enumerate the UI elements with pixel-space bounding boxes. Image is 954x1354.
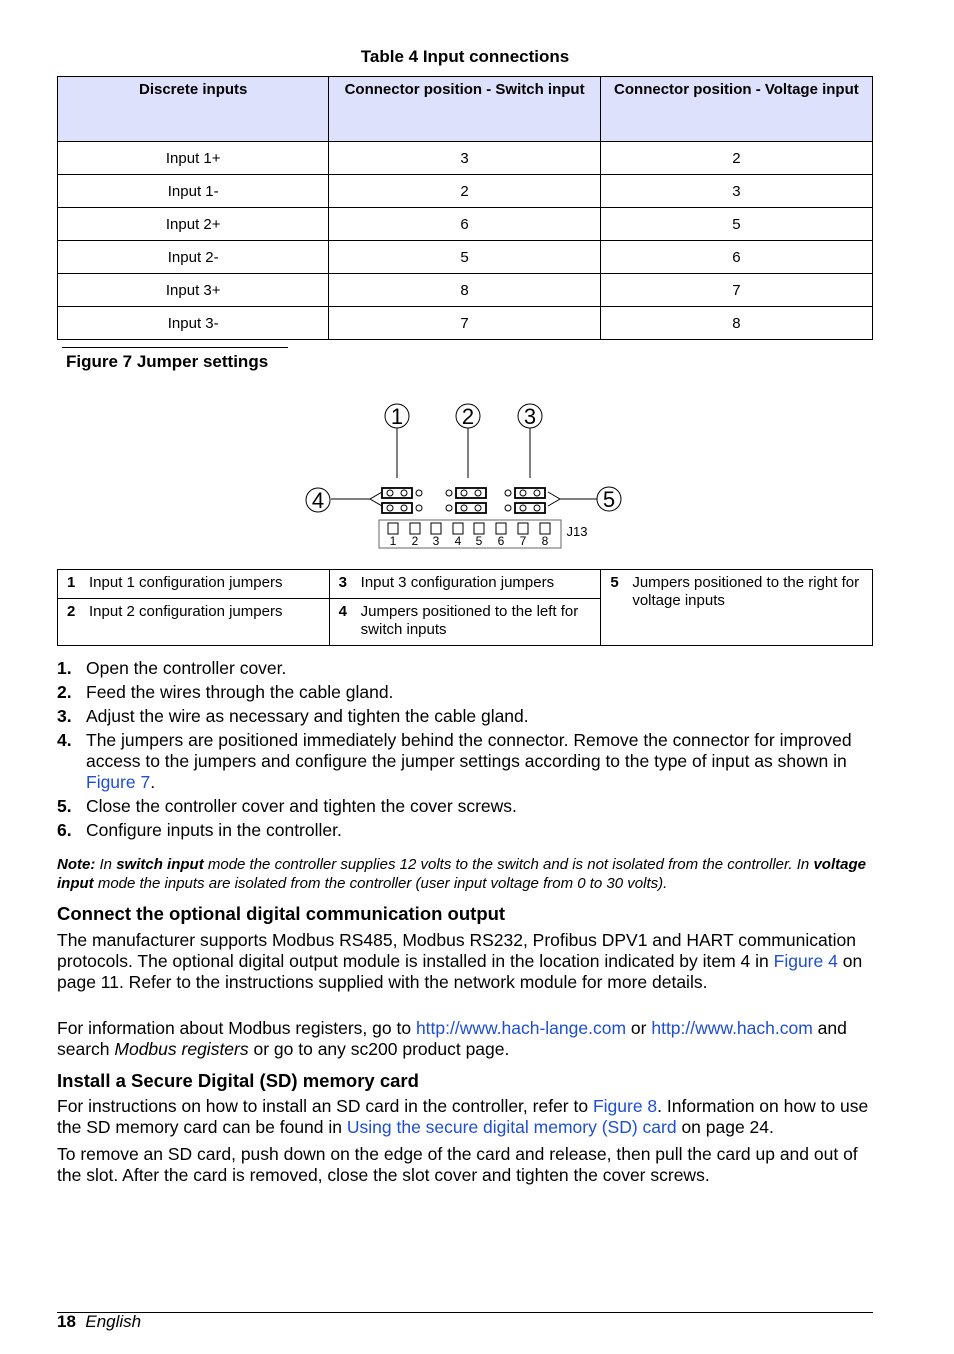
legend-cell — [329, 599, 601, 646]
step-text: The jumpers are positioned immediately behind the connector. Remove the connector for improved access to the jumpers and configure the jumper settings according to the type of input as shown in Figure 7. — [86, 730, 852, 792]
figure-7-link[interactable]: Figure 7 — [86, 772, 151, 792]
step-text: Configure inputs in the controller. — [86, 820, 342, 840]
header-voltage-input: Connector position - Voltage input — [600, 77, 872, 142]
cell-voltage: 6 — [600, 241, 872, 274]
figure-8-link[interactable]: Figure 8 — [592, 1096, 658, 1116]
cell-switch: 2 — [329, 175, 600, 208]
legend-num: 2 — [67, 603, 76, 620]
sd-paragraph-2: To remove an SD card, push down on the edge of the card and release, then pull the card up and out of the slot. After the card is removed, close the slot cover and tighten the cover screws. — [57, 1144, 858, 1185]
step-number: 2. — [57, 682, 72, 702]
cell-input: Input 2+ — [58, 208, 329, 241]
step-text: Feed the wires through the cable gland. — [86, 682, 394, 702]
pin-number: 6 — [497, 534, 505, 548]
callout-3: 3 — [523, 404, 537, 429]
cell-input: Input 3- — [58, 307, 329, 340]
hach-lange-link[interactable]: http://www.hach-lange.com — [415, 1018, 627, 1038]
legend-cell — [58, 599, 330, 646]
legend-text: Jumpers positioned to the right for voltage inputs — [632, 574, 860, 609]
cell-voltage: 5 — [600, 208, 872, 241]
list-item — [57, 796, 873, 817]
step-text: Close the controller cover and tighten the cover screws. — [86, 796, 517, 816]
table-row — [58, 175, 873, 208]
cell-switch: 8 — [329, 274, 600, 307]
comm-paragraph-2: For information about Modbus registers, go to http://www.hach-lange.com or http://www.hach.com and search Modbus registers or go to any sc200 product page. — [57, 1018, 847, 1059]
list-item — [57, 706, 873, 727]
legend-num: 5 — [610, 574, 619, 591]
heading-comm-output: Connect the optional digital communication output — [57, 903, 506, 924]
pin-number: 1 — [389, 534, 397, 548]
heading-sd-card: Install a Secure Digital (SD) memory card — [57, 1070, 419, 1091]
table-row — [58, 241, 873, 274]
callout-2: 2 — [461, 404, 475, 429]
connector-j13 — [379, 520, 561, 548]
comm-paragraph-1: The manufacturer supports Modbus RS485, Modbus RS232, Profibus DPV1 and HART communication protocols. The optional digital output module is installed in the location indicated by item 4 in Figure 4 on page 11. Refer to the instructions supplied with the network module for more details. — [57, 930, 863, 992]
figure-legend — [57, 569, 873, 646]
cell-input: Input 2- — [58, 241, 329, 274]
hach-link[interactable]: http://www.hach.com — [651, 1018, 813, 1038]
header-discrete-inputs: Discrete inputs — [58, 77, 329, 142]
step-number: 5. — [57, 796, 72, 816]
step-text: Adjust the wire as necessary and tighten the cable gland. — [86, 706, 529, 726]
cell-switch: 6 — [329, 208, 600, 241]
procedure-steps — [57, 658, 873, 844]
page-footer — [57, 1312, 141, 1332]
figure-title: Figure 7 Jumper settings — [66, 352, 269, 371]
cell-voltage: 8 — [600, 307, 872, 340]
list-item — [57, 730, 873, 793]
legend-num: 3 — [338, 574, 347, 591]
callout-4: 4 — [311, 488, 325, 513]
step-number: 1. — [57, 658, 72, 678]
legend-text: Input 1 configuration jumpers — [89, 574, 283, 591]
cell-voltage: 3 — [600, 175, 872, 208]
pin-number: 2 — [411, 534, 419, 548]
input-connections-table — [57, 76, 873, 340]
note: Note: In switch input mode the controller supplies 12 volts to the switch and is not isolated from the controller. In voltage input mode the inputs are isolated from the controller (user input voltage from 0 to 30 volts). — [57, 856, 866, 892]
sd-card-section-link[interactable]: Using the secure digital memory (SD) card — [346, 1117, 677, 1137]
cell-switch: 3 — [329, 142, 600, 175]
jumper-diagram — [300, 398, 630, 554]
legend-num: 4 — [338, 603, 347, 620]
table-row — [58, 274, 873, 307]
pin-number: 8 — [541, 534, 549, 548]
table-row — [58, 307, 873, 340]
list-item — [57, 658, 873, 679]
legend-text: Input 3 configuration jumpers — [360, 574, 555, 591]
legend-cell — [601, 570, 873, 646]
cell-voltage: 7 — [600, 274, 872, 307]
legend-cell — [329, 570, 601, 599]
step-number: 3. — [57, 706, 72, 726]
pin-number: 7 — [519, 534, 527, 548]
connector-label: J13 — [566, 524, 588, 539]
page-number: 18 — [57, 1312, 76, 1331]
cell-switch: 7 — [329, 307, 600, 340]
table-row — [58, 208, 873, 241]
sd-paragraph-1: For instructions on how to install an SD card in the controller, refer to Figure 8. Information on how to use the SD memory card can be found in Using the secure digital memory (SD) card on page 24. — [57, 1096, 869, 1137]
step-number: 6. — [57, 820, 72, 840]
header-switch-input: Connector position - Switch input — [329, 77, 600, 142]
callout-1: 1 — [390, 404, 404, 429]
legend-text: Input 2 configuration jumpers — [89, 603, 283, 620]
legend-text: Jumpers positioned to the left for switch inputs — [360, 603, 579, 638]
table-row — [58, 142, 873, 175]
cell-input: Input 3+ — [58, 274, 329, 307]
table-caption: Table 4 Input connections — [360, 47, 570, 66]
list-item — [57, 820, 873, 841]
table-header-row — [58, 77, 873, 142]
list-item — [57, 682, 873, 703]
step-number: 4. — [57, 730, 72, 750]
cell-input: Input 1- — [58, 175, 329, 208]
legend-cell — [58, 570, 330, 599]
cell-voltage: 2 — [600, 142, 872, 175]
legend-num: 1 — [67, 574, 76, 591]
footer-rule — [57, 1312, 873, 1313]
figure-4-link[interactable]: Figure 4 — [773, 951, 838, 971]
figure-title-rule — [62, 347, 288, 348]
pin-number: 3 — [432, 534, 440, 548]
cell-switch: 5 — [329, 241, 600, 274]
cell-input: Input 1+ — [58, 142, 329, 175]
step-text: Open the controller cover. — [86, 658, 287, 678]
pin-number: 5 — [475, 534, 483, 548]
footer-language: English — [85, 1312, 142, 1331]
callout-5: 5 — [602, 487, 616, 512]
pin-number: 4 — [454, 534, 462, 548]
